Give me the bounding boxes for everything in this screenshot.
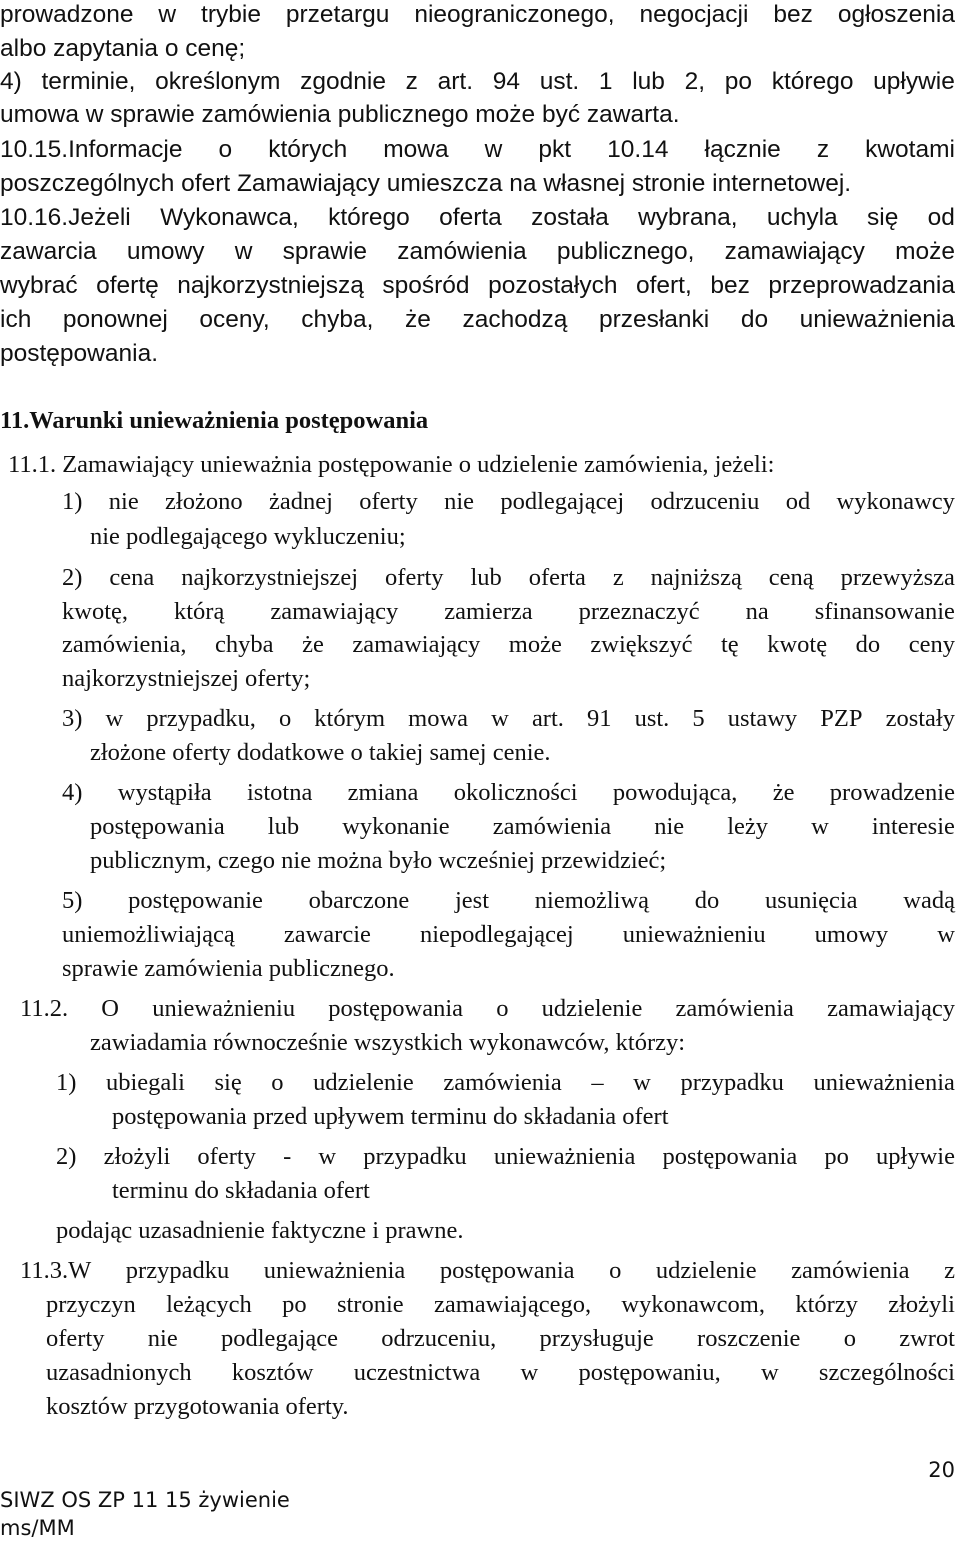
- word: interesie: [871, 813, 955, 840]
- word: może: [508, 631, 562, 658]
- word: negocjacji: [639, 1, 749, 28]
- word: art.: [437, 68, 474, 95]
- word: z: [405, 68, 418, 95]
- word: wykonawcom,: [621, 1291, 765, 1318]
- word: z: [944, 1257, 955, 1284]
- word: po: [824, 1143, 849, 1170]
- word: Wykonawca,: [160, 204, 299, 231]
- word: oferta: [528, 564, 586, 591]
- word: odrzuceniu,: [381, 1325, 497, 1352]
- word: cena: [109, 564, 155, 591]
- word: w: [633, 1069, 651, 1096]
- text-line: umowa w sprawie zamówienia publicznego może być zawarta.: [0, 101, 680, 128]
- word: kwotę: [767, 631, 828, 658]
- word: 4): [0, 68, 22, 95]
- word: odrzuceniu: [650, 488, 760, 515]
- word: wybrać: [0, 272, 78, 299]
- word: o: [218, 136, 233, 163]
- word: oferta: [439, 204, 502, 231]
- text-line: 11.1. Zamawiający unieważnia postępowanie o udzielenie zamówienia, jeżeli:: [8, 451, 775, 478]
- word: po: [282, 1291, 307, 1318]
- word: ust.: [539, 68, 580, 95]
- text-line: [0, 138, 955, 163]
- word: tę: [721, 631, 739, 658]
- word: o: [609, 1257, 622, 1284]
- word: w: [318, 1143, 337, 1170]
- word: uniemożliwiającą: [62, 921, 235, 948]
- word: została: [531, 204, 609, 231]
- word: o: [278, 705, 292, 732]
- list-item: [62, 707, 955, 732]
- word: zamówienia: [675, 995, 794, 1022]
- text-line: [46, 1361, 955, 1386]
- word: zawarcie: [283, 921, 371, 948]
- text-line: [46, 1327, 955, 1352]
- word: zamówienia: [791, 1257, 910, 1284]
- word: zamówienia: [397, 238, 527, 265]
- word: że: [302, 631, 324, 658]
- text-line: nie podlegającego wykluczeniu;: [90, 523, 406, 550]
- word: zamawiającego,: [433, 1291, 592, 1318]
- word: nieograniczonego,: [414, 1, 615, 28]
- word: 11.2.: [20, 995, 69, 1022]
- word: niepodlegającej: [419, 921, 574, 948]
- word: PZP: [820, 705, 863, 732]
- word: unieważnienia: [263, 1257, 406, 1284]
- word: przysługuje: [539, 1325, 654, 1352]
- text-line: najkorzystniejszej oferty;: [62, 665, 311, 692]
- text-line: [0, 70, 955, 95]
- word: postępowanie: [128, 887, 263, 914]
- word: oceny,: [199, 306, 270, 333]
- word: 10.15.Informacje: [0, 136, 183, 163]
- list-item: [62, 566, 955, 591]
- word: którzy: [795, 1291, 858, 1318]
- word: leży: [727, 813, 769, 840]
- word: się: [214, 1069, 242, 1096]
- text-line: [62, 600, 955, 625]
- word: sfinansowanie: [814, 598, 955, 625]
- text-line: zawiadamia równocześnie wszystkich wykonawców, którzy:: [90, 1029, 686, 1056]
- word: trybie: [201, 1, 261, 28]
- word: 91: [587, 705, 612, 732]
- word: żadnej: [268, 488, 333, 515]
- word: bez: [773, 1, 813, 28]
- page-number: 20: [928, 1458, 955, 1482]
- word: nie: [108, 488, 139, 515]
- text-line: albo zapytania o cenę;: [0, 35, 246, 62]
- word: zgodnie: [300, 68, 386, 95]
- word: prowadzone: [0, 1, 134, 28]
- word: ust.: [634, 705, 670, 732]
- word: chyba,: [301, 306, 374, 333]
- word: unieważnienia: [493, 1143, 636, 1170]
- word: do: [694, 887, 720, 914]
- word: bez: [710, 272, 750, 299]
- word: przypadku: [125, 1257, 230, 1284]
- word: postępowania: [662, 1143, 798, 1170]
- text-line: złożone oferty dodatkowe o takiej samej cenie.: [90, 739, 551, 766]
- text-line: [46, 1293, 955, 1318]
- word: lub: [632, 68, 665, 95]
- word: 3): [62, 705, 83, 732]
- word: od: [927, 204, 955, 231]
- word: o: [496, 995, 509, 1022]
- word: podlegającej: [500, 488, 625, 515]
- word: oferty: [46, 1325, 105, 1352]
- word: w: [484, 136, 503, 163]
- word: kwotę,: [62, 598, 128, 625]
- word: uzasadnionych: [46, 1359, 192, 1386]
- text-line: [0, 3, 955, 28]
- word: udzielenie: [655, 1257, 757, 1284]
- word: postępowania: [328, 995, 463, 1022]
- word: wybrana,: [638, 204, 738, 231]
- word: prowadzenie: [829, 779, 955, 806]
- footer-doc-id: SIWZ OS ZP 11 15 żywienie: [0, 1488, 290, 1512]
- word: ustawy: [727, 705, 798, 732]
- word: ich: [0, 306, 32, 333]
- word: zamówienia: [443, 1069, 562, 1096]
- word: lub: [470, 564, 502, 591]
- word: ceną: [768, 564, 814, 591]
- word: O: [101, 995, 119, 1022]
- word: powodująca,: [612, 779, 738, 806]
- word: chyba: [215, 631, 274, 658]
- word: zmiana: [347, 779, 419, 806]
- word: zamawiający: [270, 598, 399, 625]
- word: okoliczności: [453, 779, 578, 806]
- word: 11.3.W: [20, 1257, 92, 1284]
- text-line: [0, 206, 955, 231]
- word: obarczone: [308, 887, 410, 914]
- word: że: [772, 779, 795, 806]
- word: może: [895, 238, 955, 265]
- word: złożyli: [103, 1143, 171, 1170]
- word: zamawiający: [827, 995, 955, 1022]
- word: 10.16.Jeżeli: [0, 204, 131, 231]
- word: z: [816, 136, 830, 163]
- word: najkorzystniejszej: [181, 564, 359, 591]
- word: unieważnienia: [813, 1069, 955, 1096]
- word: upływie: [873, 68, 955, 95]
- word: ofertę: [96, 272, 159, 299]
- word: przetargu: [285, 1, 390, 28]
- word: unieważnieniu: [152, 995, 296, 1022]
- word: zwrot: [899, 1325, 955, 1352]
- word: zawarcia: [0, 238, 97, 265]
- word: 5): [62, 887, 83, 914]
- word: jest: [455, 887, 490, 914]
- word: przypadku: [363, 1143, 467, 1170]
- word: niemożliwą: [534, 887, 650, 914]
- word: istotna: [246, 779, 313, 806]
- word: 1): [56, 1069, 77, 1096]
- word: zachodzą: [462, 306, 568, 333]
- word: -: [283, 1143, 292, 1170]
- word: wykonawcy: [836, 488, 955, 515]
- word: o: [843, 1325, 856, 1352]
- text-line: terminu do składania ofert: [112, 1177, 370, 1204]
- word: zamówienia,: [62, 631, 187, 658]
- word: art.: [531, 705, 564, 732]
- word: przypadku,: [146, 705, 256, 732]
- word: od: [785, 488, 811, 515]
- word: nie: [654, 813, 685, 840]
- text-line: postępowania.: [0, 340, 159, 367]
- word: spośród: [382, 272, 470, 299]
- word: umowy: [126, 238, 205, 265]
- word: unieważnienia: [799, 306, 955, 333]
- text-line: podając uzasadnienie faktyczne i prawne.: [56, 1217, 464, 1244]
- word: usunięcia: [765, 887, 858, 914]
- word: w: [158, 1, 177, 28]
- word: podlegające: [220, 1325, 338, 1352]
- word: ceny: [908, 631, 955, 658]
- word: którym: [314, 705, 386, 732]
- word: którego: [771, 68, 854, 95]
- word: mowa: [408, 705, 469, 732]
- text-line: [90, 815, 955, 840]
- word: ofert,: [635, 272, 692, 299]
- word: oferty: [359, 488, 418, 515]
- word: zostały: [885, 705, 955, 732]
- word: postępowania: [439, 1257, 575, 1284]
- word: ubiegali: [106, 1069, 185, 1096]
- text-line: [62, 923, 955, 948]
- word: unieważnieniu: [622, 921, 766, 948]
- word: których: [268, 136, 348, 163]
- word: zamawiający: [724, 238, 865, 265]
- word: 10.14: [607, 136, 669, 163]
- word: do: [740, 306, 769, 333]
- word: w: [760, 1359, 779, 1386]
- word: 94: [492, 68, 520, 95]
- word: szczególności: [818, 1359, 955, 1386]
- word: wadą: [903, 887, 955, 914]
- word: w: [234, 238, 253, 265]
- word: postępowaniu,: [578, 1359, 721, 1386]
- list-item: [62, 781, 955, 806]
- word: ogłoszenia: [837, 1, 955, 28]
- word: ponownej: [62, 306, 168, 333]
- word: złożono: [165, 488, 243, 515]
- word: upływie: [876, 1143, 955, 1170]
- word: określonym: [155, 68, 281, 95]
- word: kwotami: [865, 136, 955, 163]
- text-line: [20, 1259, 955, 1284]
- word: mowa: [383, 136, 449, 163]
- word: pozostałych: [488, 272, 618, 299]
- word: o: [271, 1069, 284, 1096]
- text-line: [62, 633, 955, 658]
- word: oferty: [197, 1143, 256, 1170]
- word: 2): [62, 564, 83, 591]
- word: pkt: [538, 136, 572, 163]
- list-item: [56, 1145, 955, 1170]
- word: przesłanki: [598, 306, 710, 333]
- section-heading: 11.Warunki unieważnienia postępowania: [0, 407, 429, 434]
- word: zamówienia: [492, 813, 612, 840]
- text-line: kosztów przygotowania oferty.: [46, 1393, 349, 1420]
- word: nie: [444, 488, 475, 515]
- word: że: [405, 306, 431, 333]
- word: w: [105, 705, 124, 732]
- word: wystąpiła: [117, 779, 212, 806]
- word: przypadku: [680, 1069, 784, 1096]
- word: po: [724, 68, 753, 95]
- word: złożyli: [888, 1291, 955, 1318]
- word: przeprowadzania: [768, 272, 955, 299]
- word: którego: [328, 204, 410, 231]
- word: kosztów: [231, 1359, 314, 1386]
- word: roszczenie: [697, 1325, 801, 1352]
- text-line: poszczególnych ofert Zamawiający umieszcza na własnej stronie internetowej.: [0, 170, 852, 197]
- word: zamierza: [444, 598, 533, 625]
- text-line: [0, 240, 955, 265]
- word: najkorzystniejszą: [177, 272, 364, 299]
- text-line: publicznym, czego nie można było wcześniej przewidzieć;: [90, 847, 667, 874]
- word: wykonanie: [342, 813, 450, 840]
- word: sprawie: [282, 238, 368, 265]
- list-item: [62, 889, 955, 914]
- word: 1): [62, 488, 83, 515]
- word: 5: [692, 705, 705, 732]
- word: przyczyn: [46, 1291, 136, 1318]
- word: 2): [56, 1143, 77, 1170]
- word: w: [491, 705, 509, 732]
- word: w: [937, 921, 955, 948]
- word: łącznie: [704, 136, 781, 163]
- word: terminie,: [41, 68, 136, 95]
- word: 1: [598, 68, 613, 95]
- word: się: [867, 204, 899, 231]
- word: uczestnictwa: [353, 1359, 481, 1386]
- word: którą: [174, 598, 225, 625]
- word: udzielenie: [313, 1069, 414, 1096]
- word: stronie: [336, 1291, 404, 1318]
- word: na: [745, 598, 769, 625]
- word: w: [520, 1359, 539, 1386]
- text-line: sprawie zamówienia publicznego.: [62, 955, 395, 982]
- word: zamawiający: [352, 631, 481, 658]
- text-line: [0, 274, 955, 299]
- word: zwiększyć: [590, 631, 693, 658]
- text-line: [0, 308, 955, 333]
- word: oferty: [385, 564, 444, 591]
- list-item: [56, 1071, 955, 1096]
- text-line: [20, 997, 955, 1022]
- word: publicznego,: [556, 238, 695, 265]
- word: postępowania: [90, 813, 225, 840]
- list-item: [62, 490, 955, 515]
- word: przewyższa: [840, 564, 955, 591]
- word: uchyla: [766, 204, 838, 231]
- word: leżących: [166, 1291, 252, 1318]
- footer-initials: ms/MM: [0, 1516, 75, 1540]
- word: z: [612, 564, 624, 591]
- word: udzielenie: [541, 995, 643, 1022]
- word: –: [591, 1069, 604, 1096]
- word: 2,: [684, 68, 706, 95]
- word: najniższą: [650, 564, 742, 591]
- word: 4): [62, 779, 83, 806]
- word: lub: [267, 813, 300, 840]
- word: do: [855, 631, 881, 658]
- word: przeznaczyć: [578, 598, 700, 625]
- word: w: [811, 813, 829, 840]
- text-line: postępowania przed upływem terminu do składania ofert: [112, 1103, 669, 1130]
- word: nie: [147, 1325, 178, 1352]
- word: umowy: [814, 921, 889, 948]
